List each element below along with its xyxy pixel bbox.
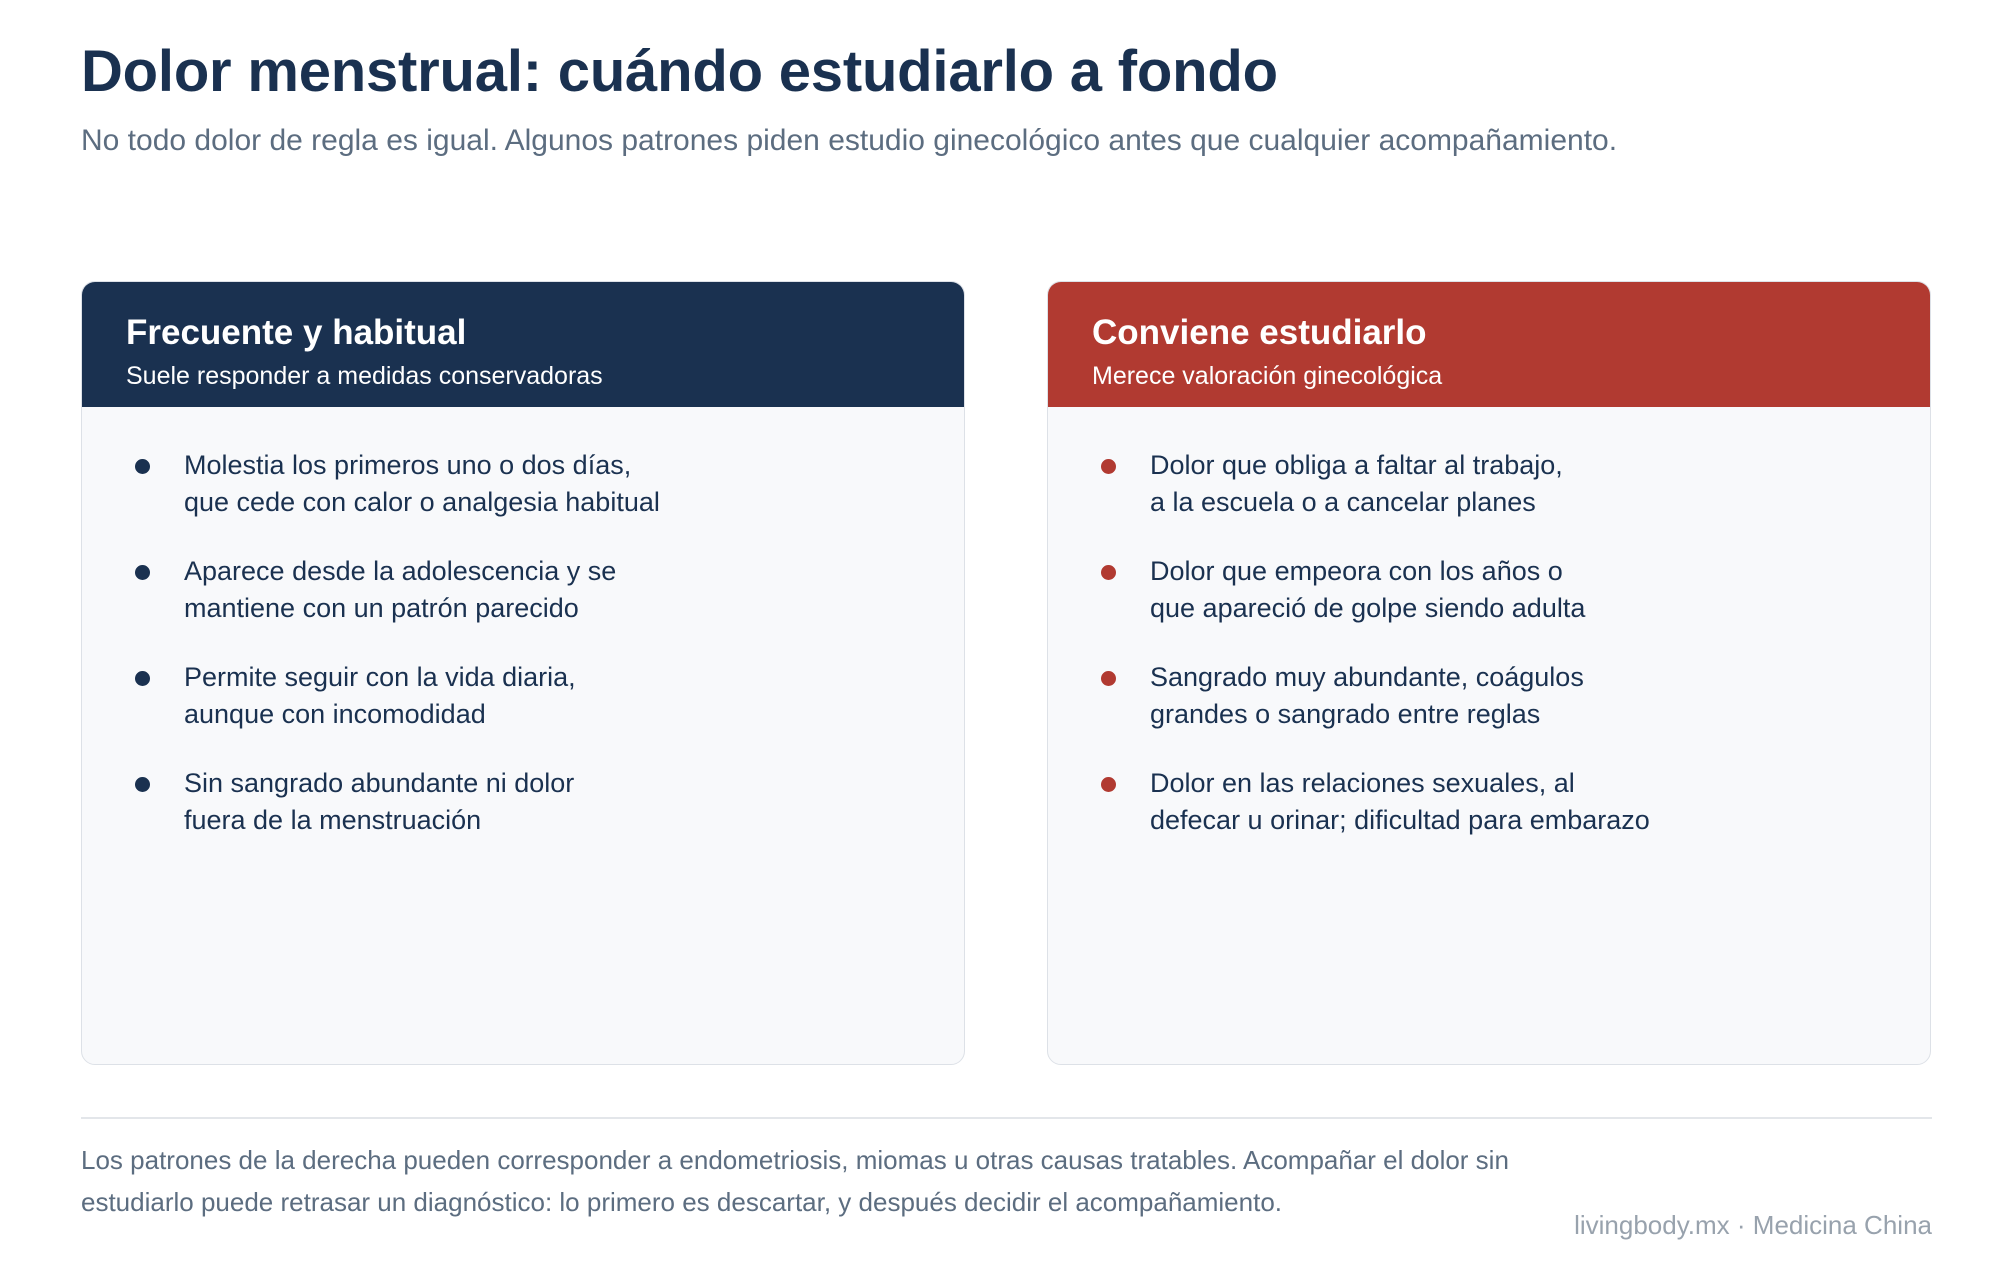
list-item-text: Sangrado muy abundante, coágulos: [1150, 662, 1584, 692]
list-item-text: a la escuela o a cancelar planes: [1150, 487, 1536, 517]
list-item: [132, 447, 964, 521]
footnote-text: estudiarlo puede retrasar un diagnóstico: lo primero es descartar, y después decidir el acompañamiento.: [81, 1187, 1283, 1217]
list-item-text: Dolor en las relaciones sexuales, al: [1150, 768, 1575, 798]
bullet-dot-icon: [135, 565, 150, 580]
list-item-text: aunque con incomodidad: [184, 699, 486, 729]
list-item: [1098, 553, 1930, 627]
bullet-dot-icon: [1101, 565, 1116, 580]
card-subtitle: Merece valoración ginecológica: [1092, 362, 1443, 390]
source-credit: livingbody.mx · Medicina China: [1574, 1210, 1932, 1240]
list-item: [132, 659, 964, 733]
page-subtitle: No todo dolor de regla es igual. Algunos patrones piden estudio ginecológico antes que cualquier acompañamiento.: [81, 124, 1618, 157]
card-subtitle: Suele responder a medidas conservadoras: [126, 362, 603, 390]
list-item-text: Sin sangrado abundante ni dolor: [184, 768, 575, 798]
list-item: [132, 765, 964, 839]
list-item-text: defecar u orinar; dificultad para embarazo: [1150, 805, 1650, 835]
bullet-dot-icon: [135, 777, 150, 792]
card-title: Conviene estudiarlo: [1092, 313, 1427, 352]
card-header: [1048, 282, 1930, 407]
list-item-text: que apareció de golpe siendo adulta: [1150, 593, 1586, 623]
list-item-text: Dolor que obliga a faltar al trabajo,: [1150, 450, 1563, 480]
card-common-pain: [81, 281, 965, 1065]
list-item-text: mantiene con un patrón parecido: [184, 593, 579, 623]
card-list: [1048, 407, 1930, 839]
card-header: [82, 282, 964, 407]
list-item-text: Permite seguir con la vida diaria,: [184, 662, 576, 692]
bullet-dot-icon: [1101, 671, 1116, 686]
page-title: Dolor menstrual: cuándo estudiarlo a fondo: [81, 39, 1278, 104]
list-item: [1098, 659, 1930, 733]
list-item: [1098, 447, 1930, 521]
card-should-investigate: [1047, 281, 1931, 1065]
bullet-dot-icon: [135, 459, 150, 474]
list-item-text: Aparece desde la adolescencia y se: [184, 556, 617, 586]
card-title: Frecuente y habitual: [126, 313, 467, 352]
list-item-text: que cede con calor o analgesia habitual: [184, 487, 660, 517]
footnote: [81, 1139, 1509, 1223]
list-item-text: Dolor que empeora con los años o: [1150, 556, 1563, 586]
bullet-dot-icon: [1101, 777, 1116, 792]
divider: [81, 1117, 1932, 1119]
list-item-text: fuera de la menstruación: [184, 805, 482, 835]
footnote-text: Los patrones de la derecha pueden corresponder a endometriosis, miomas u otras causas tratables. Acompañar el dolor sin: [81, 1145, 1509, 1175]
list-item: [132, 553, 964, 627]
infographic: [81, 0, 1932, 1280]
bullet-dot-icon: [135, 671, 150, 686]
bullet-dot-icon: [1101, 459, 1116, 474]
list-item: [1098, 765, 1930, 839]
list-item-text: Molestia los primeros uno o dos días,: [184, 450, 632, 480]
card-list: [82, 407, 964, 839]
list-item-text: grandes o sangrado entre reglas: [1150, 699, 1541, 729]
